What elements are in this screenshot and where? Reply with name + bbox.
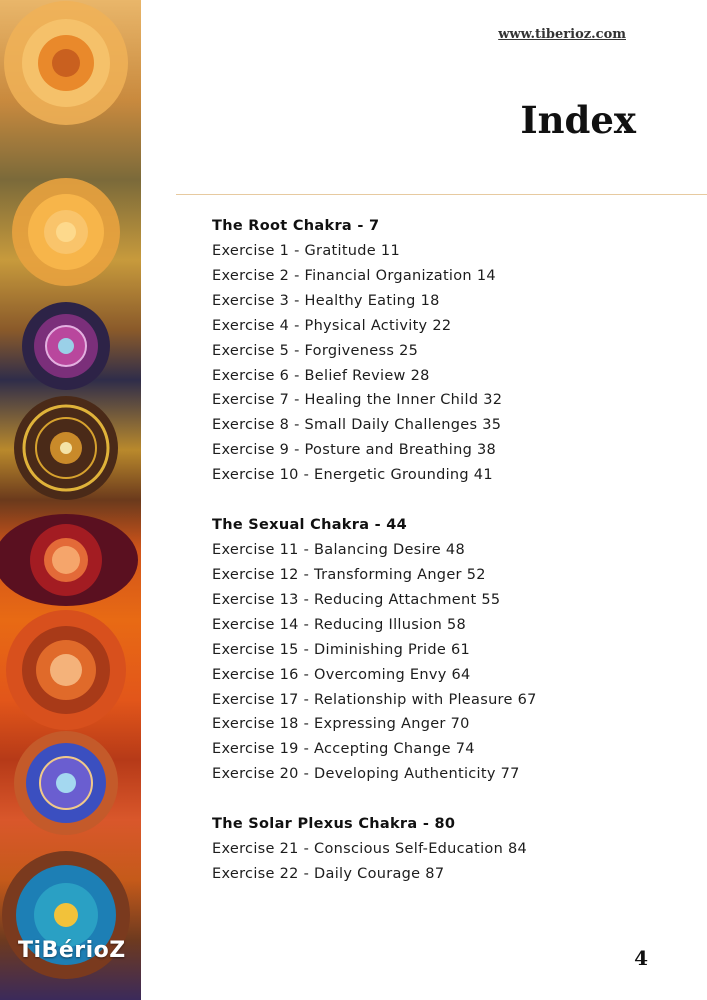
- website-link[interactable]: www.tiberioz.com: [498, 27, 626, 42]
- exercise-entry: Exercise 17 - Relationship with Pleasure 67: [212, 691, 537, 708]
- exercise-entry: Exercise 9 - Posture and Breathing 38: [212, 442, 497, 459]
- exercise-entry: Exercise 22 - Daily Courage 87: [212, 866, 445, 883]
- exercise-entry: Exercise 16 - Overcoming Envy 64: [212, 666, 471, 683]
- crimson-eye-mandala-icon: [0, 514, 138, 606]
- section-heading: The Solar Plexus Chakra - 80: [212, 816, 456, 833]
- page-title: Index: [520, 98, 636, 142]
- violet-mandala-icon: [22, 302, 110, 390]
- exercise-entry: Exercise 20 - Developing Authenticity 77: [212, 766, 520, 783]
- toc-section: [212, 812, 682, 887]
- orange-mandala-icon: [6, 610, 126, 730]
- section-heading: The Root Chakra - 7: [212, 218, 380, 234]
- page-number: 4: [634, 946, 648, 970]
- exercise-entry: Exercise 11 - Balancing Desire 48: [212, 542, 465, 559]
- exercise-entry: Exercise 10 - Energetic Grounding 41: [212, 467, 493, 484]
- exercise-entry: Exercise 14 - Reducing Illusion 58: [212, 616, 467, 633]
- exercise-list: [212, 837, 682, 887]
- exercise-list: [212, 538, 682, 787]
- lotus-mandala-icon: [12, 178, 120, 286]
- exercise-entry: Exercise 15 - Diminishing Pride 61: [212, 641, 471, 658]
- toc-section: [212, 214, 682, 488]
- exercise-entry: Exercise 12 - Transforming Anger 52: [212, 566, 486, 583]
- exercise-entry: Exercise 5 - Forgiveness 25: [212, 342, 419, 359]
- chakra-mandala-artwork: [0, 0, 141, 1000]
- brand-logo: TiBérioZ: [18, 938, 126, 963]
- exercise-list: [212, 239, 682, 488]
- exercise-entry: Exercise 13 - Reducing Attachment 55: [212, 591, 501, 608]
- exercise-entry: Exercise 1 - Gratitude 11: [212, 243, 400, 259]
- golden-geometric-mandala-icon: [14, 396, 118, 500]
- exercise-entry: Exercise 18 - Expressing Anger 70: [212, 716, 470, 733]
- exercise-entry: Exercise 4 - Physical Activity 22: [212, 317, 452, 334]
- exercise-entry: Exercise 21 - Conscious Self-Education 84: [212, 841, 528, 858]
- blue-mandala-icon: [14, 731, 118, 835]
- exercise-entry: Exercise 2 - Financial Organization 14: [212, 267, 496, 284]
- exercise-entry: Exercise 3 - Healthy Eating 18: [212, 292, 440, 309]
- table-of-contents: [212, 214, 682, 887]
- exercise-entry: Exercise 8 - Small Daily Challenges 35: [212, 417, 502, 434]
- exercise-entry: Exercise 6 - Belief Review 28: [212, 367, 430, 384]
- exercise-entry: Exercise 7 - Healing the Inner Child 32: [212, 392, 503, 409]
- exercise-entry: Exercise 19 - Accepting Change 74: [212, 741, 475, 758]
- sunflower-mandala-icon: [4, 1, 128, 125]
- toc-section: [212, 513, 682, 787]
- header-divider: [176, 194, 707, 195]
- section-heading: The Sexual Chakra - 44: [212, 517, 408, 534]
- decorative-sidebar: [0, 0, 141, 1000]
